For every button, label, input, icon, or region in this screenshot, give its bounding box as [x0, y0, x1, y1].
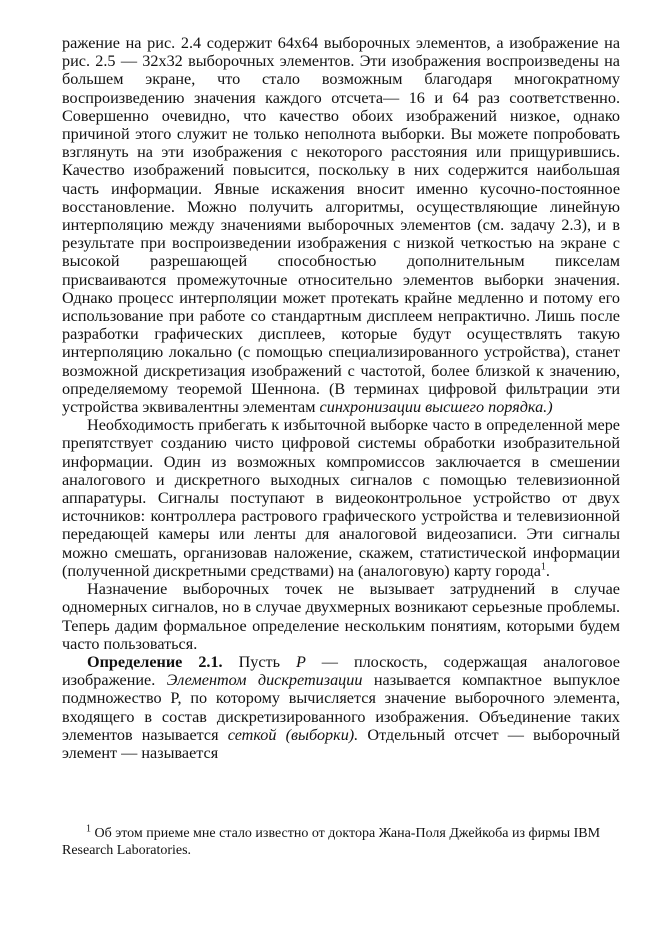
definition-label: Определение 2.1. [87, 652, 223, 671]
paragraph-2-text: Необходимость прибегать к избыточной выборке часто в определенной мере препятствует созданию чисто цифровой системы обработки изобразительной информации. Один из возможных компромиссов заключается в смешении аналогового и дискретного выходных сигналов с помощью телевизионной аппаратуры. Сигналы поступают в видеоконтрольное устройство от двух источников: контроллера растрового графического устройства и телевизионной передающей камеры или ленты для аналоговой видеозаписи. Эти сигналы можно смешать, организовав наложение, скажем, статистической информации (полученной дискретными средствами) на (аналоговую) карту города [62, 416, 620, 580]
footnote-ref[interactable]: 1 [540, 561, 546, 573]
paragraph-1-text: ражение на рис. 2.4 содержит 64х64 выборочных элементов, а изображение на рис. 2.5 — 32х32 выборочных элементов. Эти изображения воспроизведены на большем экране, что стало возможным благодаря многократному воспроизведению значения каждого отсчета— 16 и 64 раз соответственно. Совершенно очевидно, что качество обоих изображений низкое, однако причиной этого служит не только неполнота выборки. Вы можете попробовать взглянуть на эти изображения с некоторого расстояния или прищурившись. Качество изображений повысится, поскольку в них содержится наибольшая часть информации. Явные искажения вносит именно кусочно-постоянное восстановление. Можно получить алгоритмы, осуществляющие линейную интерполяцию между значениями выборочных элементов (см. задачу 2.3), и в результате при воспроизведении изображения с низкой четкостью на экране с высокой разрешающей способностью дополнительным пикселам присваиваются промежуточные относительно элементов выборки значения. Однако процесс интерполяции может протекать крайне медленно и потому его использование при работе со стандартным дисплеем непрактично. Лишь после разработки графических дисплеев, которые будут осуществлять такую интерполяцию локально (с помощью специализированного устройства), станет возможной дискретизация изображений с частотой, более близкой к значению, определяемому теоремой Шеннона. (В терминах цифровой фильтрации эти устройства эквивалентны элементам [62, 34, 620, 417]
footnote-text: Об этом приеме мне стало известно от доктора Жана-Поля Джейкоба из фирмы IBM Research Laboratories. [62, 826, 601, 858]
paragraph-3-text: Назначение выборочных точек не вызывает затруднений в случае одномерных сигналов, но в случае двухмерных возникают серьезные проблемы. Теперь дадим формальное определение нескольким понятиям, которыми будем часто пользоваться. [62, 580, 620, 653]
definition-symbol-p: P [295, 652, 306, 671]
paragraph-1-italic: синхронизации высшего порядка.) [319, 398, 553, 417]
paragraph-2-end: . [545, 561, 550, 580]
page-body [62, 34, 620, 762]
paragraph-sampling-points [62, 580, 620, 653]
paragraph-mixing [62, 416, 620, 580]
definition-text-4: Отдельный отсчет — выборочный элемент — называется [62, 725, 620, 762]
definition-text-2: — плоскость, содержащая аналоговое изображение. [62, 652, 620, 690]
definition-term-grid: сеткой (выборки). [227, 725, 359, 744]
footnote [62, 825, 620, 859]
definition-term-element: Элементом дискретизации [166, 671, 363, 690]
paragraph-interpolation [62, 34, 620, 416]
definition-paragraph [62, 653, 620, 762]
definition-text-3: называется компактное выпуклое подмножество P, по которому вычисляется значение выборочного элемента, входящего в состав дискретизированного изображения. Объединение таких элементов называется [62, 671, 620, 744]
definition-text-1: Пусть [222, 652, 296, 671]
footnote-mark: 1 [86, 823, 91, 835]
